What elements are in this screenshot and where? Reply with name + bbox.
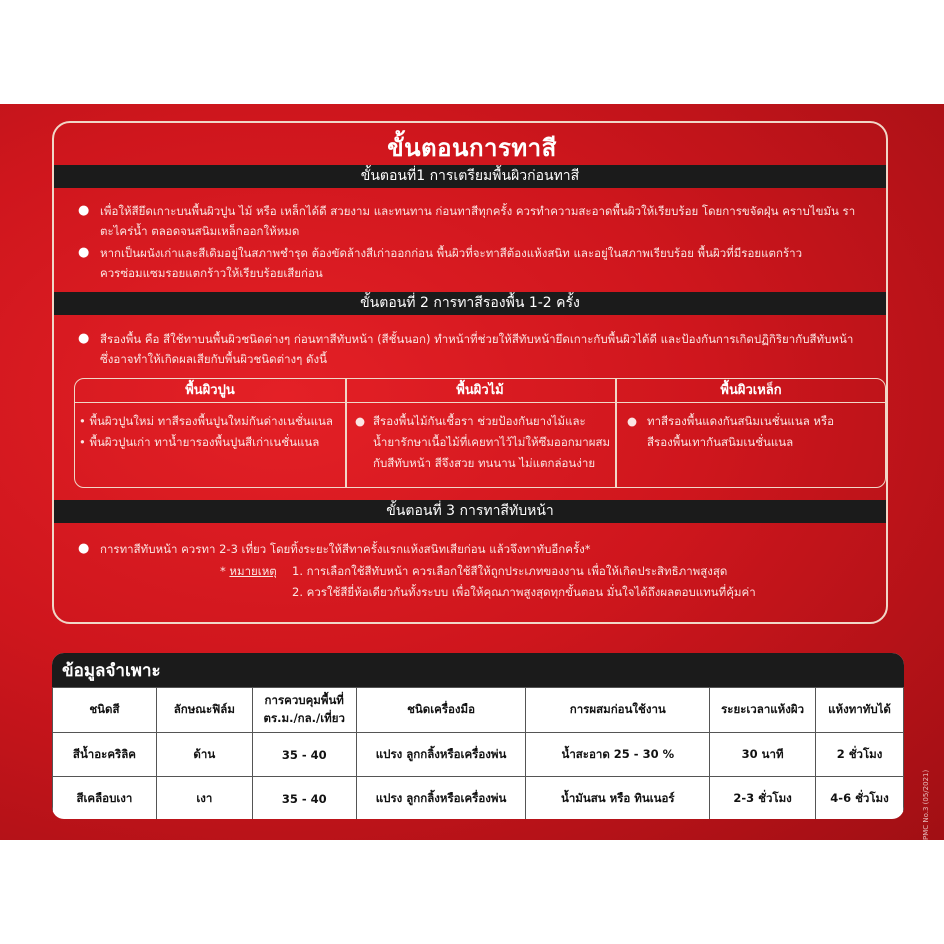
surface-wood-line-3: กับสีทับหน้า สีจึงสวย ทนนาน ไม่แตกล่อนง่าย [373,456,596,470]
surface-concrete-line [79,411,341,432]
note-2: 2. ควรใช้สียี่ห้อเดียวกันทั้งระบบ เพื่อให้คุณภาพสูงสุดทุกขั้นตอน มั่นใจได้ถึงผลตอบแทนที่คุ้มค่า [292,585,756,599]
step3-bullet-text: การทาสีทับหน้า ควรทา 2-3 เที่ยว โดยทิ้งระยะให้สีทาครั้งแรกแห้งสนิทเสียก่อน แล้วจึงทาทับอีกครั้ง* [100,542,591,556]
step2-bullet [78,329,878,369]
table-cell: ด้าน [156,733,252,777]
table-cell: สีน้ำอะคริลิค [53,733,157,777]
surface-divider [345,379,347,488]
spec-header-cell: แห้งทาทับได้ [816,688,904,733]
step2-bullet-line-1: สีรองพื้น คือ สีใช้ทาบนพื้นผิวชนิดต่างๆ ก่อนทาสีทับหน้า (สีชั้นนอก) ทำหน้าที่ช่วยให้สีทับหน้ายึดเกาะกับพื้นผิวได้ดี และป้องกันการเกิดปฏิกิริยากับสีทับหน้า [100,332,854,346]
table-cell: สีเคลือบเงา [53,777,157,820]
step1-heading: ขั้นตอนที่1 การเตรียมพื้นผิวก่อนทาสี [54,165,886,188]
bullet-icon: ● [355,414,366,428]
step1-bullet-2 [78,243,878,283]
bullet-icon: ● [78,203,90,218]
step1-bullet-1-line-2: ตะไคร่น้ำ ตลอดจนสนิมเหล็กออกให้หมด [100,224,300,238]
table-cell: น้ำมันสน หรือ ทินเนอร์ [526,777,710,820]
bullet-icon: • [79,414,90,428]
note-label-text: หมายเหตุ [229,564,277,578]
bullet-icon: ● [78,541,90,556]
table-cell: 2-3 ชั่วโมง [710,777,816,820]
table-cell: แปรง ลูกกลิ้งหรือเครื่องพ่น [356,777,526,820]
table-cell: 35 - 40 [252,733,356,777]
spec-table [52,687,904,819]
spec-header-cell: การควบคุมพื้นที่ ตร.ม./กล./เที่ยว [252,688,356,733]
table-cell: แปรง ลูกกลิ้งหรือเครื่องพ่น [356,733,526,777]
surface-divider [615,379,617,488]
step2-bullet-line-2: ซึ่งอาจทำให้เกิดผลเสียกับพื้นผิวชนิดต่างๆ ดังนี้ [100,352,327,366]
table-cell: 4-6 ชั่วโมง [816,777,904,820]
surface-concrete-line [79,432,341,453]
surface-steel-line-2: สีรองพื้นเทากันสนิมเนชั่นแนล [647,435,794,449]
spec-title-bar [52,653,904,687]
spec-header-cell: ชนิดเครื่องมือ [356,688,526,733]
spec-header-cell: การผสมก่อนใช้งาน [526,688,710,733]
table-row [53,777,904,820]
step1-bullet-2-line-2: ควรซ่อมแซมรอยแตกร้าวให้เรียบร้อยเสียก่อน [100,266,323,280]
bullet-icon: ● [627,414,638,428]
note-1: 1. การเลือกใช้สีทับหน้า ควรเลือกใช้สีให้ถูกประเภทของงาน เพื่อให้เกิดประสิทธิภาพสูงสุด [292,564,728,578]
surface-wood-heading: พื้นผิวไม้ [345,379,615,403]
surface-steel-line-1: ทาสีรองพื้นแดงกันสนิมเนชั่นแนล หรือ [647,414,835,428]
step1-bullet-2-line-1: หากเป็นผนังเก่าและสีเดิมอยู่ในสภาพชำรุด ต้องขัดล้างสีเก่าออกก่อน พื้นผิวที่จะทาสีต้องแห้งสนิท และอยู่ในสภาพเรียบร้อย พื้นผิวที่มีรอยแตกร้าว [100,246,803,260]
step1-bullet-1-line-1: เพื่อให้สียึดเกาะบนพื้นผิวปูน ไม้ หรือ เหล็กได้ดี สวยงาม และทนทาน ก่อนทาสีทุกครั้ง ควรทำความสะอาดพื้นผิวให้เรียบร้อย โดยการขจัดฝุ่น คราบไขมัน รา [100,204,856,218]
bullet-icon: ● [78,245,90,260]
document-code: PMC No.3 (05/2021) [922,769,930,840]
table-cell: เงา [156,777,252,820]
table-cell: 35 - 40 [252,777,356,820]
table-cell: 2 ชั่วโมง [816,733,904,777]
step3-heading: ขั้นตอนที่ 3 การทาสีทับหน้า [54,500,886,523]
note-label [220,561,277,581]
table-cell: น้ำสะอาด 25 - 30 % [526,733,710,777]
spec-header-cell: ลักษณะฟิล์ม [156,688,252,733]
surface-wood-line-1: สีรองพื้นไม้กันเชื้อรา ช่วยป้องกันยางไม้และ [373,414,586,428]
surface-concrete-content [79,411,341,453]
surface-concrete-heading: พื้นผิวปูน [75,379,345,403]
surface-concrete-line-1: พื้นผิวปูนใหม่ ทาสีรองพื้นปูนใหม่กันด่างเนชั่นแนล [89,414,333,428]
surface-concrete-line-2: พื้นผิวปูนเก่า ทาน้ำยารองพื้นปูนสีเก่าเนชั่นแนล [89,435,320,449]
spec-table-card [52,653,904,819]
surface-wood-line-2: น้ำยารักษาเนื้อไม้ที่เคยทาไว้ไม่ให้ซึมออกมาผสม [373,435,611,449]
surface-types-box [74,378,886,488]
table-row [53,733,904,777]
step3-bullet [78,539,878,559]
note-asterisk: * [220,564,230,578]
page-title: ขั้นตอนการทาสี [387,134,557,162]
spec-header-cell: ชนิดสี [53,688,157,733]
spec-header-row [53,688,904,733]
step1-bullet-1 [78,201,878,241]
bullet-icon: • [79,435,90,449]
spec-title: ข้อมูลจำเพาะ [62,661,161,681]
bullet-icon: ● [78,331,90,346]
table-cell: 30 นาที [710,733,816,777]
step2-heading: ขั้นตอนที่ 2 การทาสีรองพื้น 1-2 ครั้ง [54,292,886,315]
surface-steel-heading: พื้นผิวเหล็ก [615,379,886,403]
spec-header-cell: ระยะเวลาแห้งผิว [710,688,816,733]
